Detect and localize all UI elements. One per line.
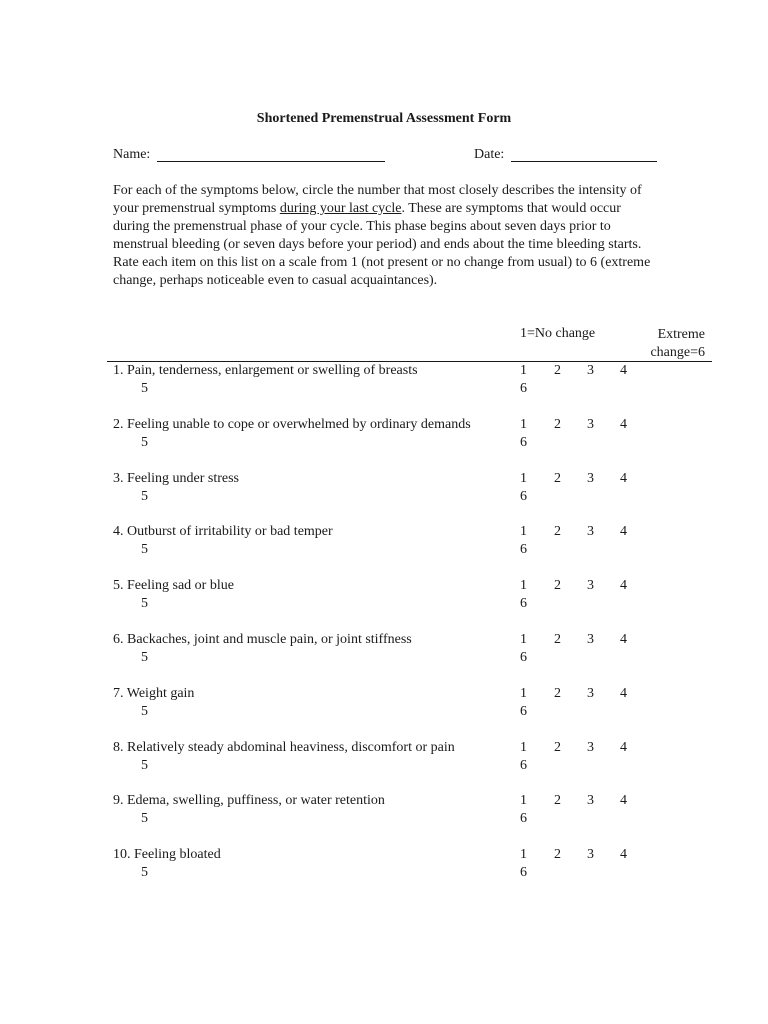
symptom-label: 7. Weight gain bbox=[113, 686, 195, 701]
rating-option-5[interactable]: 5 bbox=[141, 435, 148, 450]
rating-option-6[interactable]: 6 bbox=[520, 811, 527, 826]
rating-option-2[interactable]: 2 bbox=[554, 686, 561, 701]
rating-option-2[interactable]: 2 bbox=[554, 793, 561, 808]
symptom-label: 10. Feeling bloated bbox=[113, 847, 221, 862]
rating-option-3[interactable]: 3 bbox=[587, 417, 594, 432]
rating-option-3[interactable]: 3 bbox=[587, 740, 594, 755]
rating-option-1[interactable]: 1 bbox=[520, 686, 527, 701]
name-field[interactable] bbox=[157, 161, 385, 162]
rating-option-5[interactable]: 5 bbox=[141, 704, 148, 719]
rating-option-6[interactable]: 6 bbox=[520, 704, 527, 719]
rating-option-4[interactable]: 4 bbox=[620, 793, 627, 808]
rating-option-5[interactable]: 5 bbox=[141, 542, 148, 557]
symptom-label: 4. Outburst of irritability or bad temper bbox=[113, 524, 333, 539]
rating-option-2[interactable]: 2 bbox=[554, 740, 561, 755]
rating-option-1[interactable]: 1 bbox=[520, 471, 527, 486]
instructions-underlined: during your last cycle bbox=[279, 201, 402, 216]
instructions-paragraph bbox=[113, 182, 658, 290]
rating-option-6[interactable]: 6 bbox=[520, 489, 527, 504]
rating-option-2[interactable]: 2 bbox=[554, 524, 561, 539]
symptom-label: 3. Feeling under stress bbox=[113, 471, 239, 486]
rating-option-2[interactable]: 2 bbox=[554, 363, 561, 378]
symptom-row bbox=[0, 740, 768, 780]
rating-option-4[interactable]: 4 bbox=[620, 578, 627, 593]
rating-option-4[interactable]: 4 bbox=[620, 847, 627, 862]
rating-option-1[interactable]: 1 bbox=[520, 524, 527, 539]
symptom-label: 2. Feeling unable to cope or overwhelmed by ordinary demands bbox=[113, 417, 471, 432]
rating-option-1[interactable]: 1 bbox=[520, 632, 527, 647]
rating-option-3[interactable]: 3 bbox=[587, 793, 594, 808]
rating-option-6[interactable]: 6 bbox=[520, 758, 527, 773]
symptom-row bbox=[0, 363, 768, 403]
rating-option-2[interactable]: 2 bbox=[554, 632, 561, 647]
symptom-row bbox=[0, 793, 768, 833]
rating-option-1[interactable]: 1 bbox=[520, 363, 527, 378]
rating-option-5[interactable]: 5 bbox=[141, 596, 148, 611]
rating-option-1[interactable]: 1 bbox=[520, 740, 527, 755]
date-label: Date: bbox=[474, 147, 505, 162]
rating-option-6[interactable]: 6 bbox=[520, 865, 527, 880]
rating-option-6[interactable]: 6 bbox=[520, 542, 527, 557]
rating-option-2[interactable]: 2 bbox=[554, 417, 561, 432]
symptom-row bbox=[0, 847, 768, 887]
rating-option-2[interactable]: 2 bbox=[554, 471, 561, 486]
scale-high-line2: change=6 bbox=[650, 345, 705, 360]
symptom-row bbox=[0, 471, 768, 511]
rating-option-4[interactable]: 4 bbox=[620, 524, 627, 539]
rating-option-4[interactable]: 4 bbox=[620, 632, 627, 647]
header-divider bbox=[107, 361, 712, 362]
rating-option-5[interactable]: 5 bbox=[141, 758, 148, 773]
symptom-row bbox=[0, 632, 768, 672]
rating-option-1[interactable]: 1 bbox=[520, 847, 527, 862]
name-label: Name: bbox=[113, 147, 151, 162]
rating-option-1[interactable]: 1 bbox=[520, 578, 527, 593]
symptom-row bbox=[0, 524, 768, 564]
rating-option-3[interactable]: 3 bbox=[587, 632, 594, 647]
rating-option-4[interactable]: 4 bbox=[620, 363, 627, 378]
rating-option-6[interactable]: 6 bbox=[520, 596, 527, 611]
symptom-row bbox=[0, 686, 768, 726]
date-field[interactable] bbox=[511, 161, 657, 162]
rating-option-3[interactable]: 3 bbox=[587, 847, 594, 862]
rating-option-6[interactable]: 6 bbox=[520, 435, 527, 450]
form-title: Shortened Premenstrual Assessment Form bbox=[256, 111, 512, 126]
scale-high-line1: Extreme bbox=[657, 327, 705, 342]
rating-option-3[interactable]: 3 bbox=[587, 524, 594, 539]
instructions-text-2: . These are symptoms that would occur during the premenstrual phase of your cycle. This phase begins about seven days prior to menstrual bleeding (or seven days before your period) and ends about the time bleeding starts. Rate each item on this list on a scale from 1 (not present or no change from usual) to 6 (extreme change, perhaps noticeable even to casual acquaintances). bbox=[113, 201, 651, 288]
symptom-label: 8. Relatively steady abdominal heaviness, discomfort or pain bbox=[113, 740, 455, 755]
rating-option-5[interactable]: 5 bbox=[141, 865, 148, 880]
rating-option-1[interactable]: 1 bbox=[520, 417, 527, 432]
rating-option-6[interactable]: 6 bbox=[520, 381, 527, 396]
instructions-text-1: For each of the symptoms below, circle the number that most closely describes the intensity of your premenstrual symptoms bbox=[113, 183, 642, 216]
rating-option-6[interactable]: 6 bbox=[520, 650, 527, 665]
rating-option-5[interactable]: 5 bbox=[141, 381, 148, 396]
symptom-label: 1. Pain, tenderness, enlargement or swelling of breasts bbox=[113, 363, 418, 378]
rating-option-5[interactable]: 5 bbox=[141, 650, 148, 665]
rating-option-4[interactable]: 4 bbox=[620, 740, 627, 755]
rating-option-2[interactable]: 2 bbox=[554, 578, 561, 593]
rating-option-3[interactable]: 3 bbox=[587, 578, 594, 593]
rating-option-1[interactable]: 1 bbox=[520, 793, 527, 808]
rating-option-4[interactable]: 4 bbox=[620, 417, 627, 432]
rating-option-3[interactable]: 3 bbox=[587, 686, 594, 701]
rating-option-5[interactable]: 5 bbox=[141, 811, 148, 826]
rating-option-5[interactable]: 5 bbox=[141, 489, 148, 504]
rating-option-4[interactable]: 4 bbox=[620, 471, 627, 486]
symptom-label: 6. Backaches, joint and muscle pain, or joint stiffness bbox=[113, 632, 412, 647]
symptom-label: 5. Feeling sad or blue bbox=[113, 578, 234, 593]
scale-low-label: 1=No change bbox=[520, 326, 596, 341]
rating-option-3[interactable]: 3 bbox=[587, 471, 594, 486]
rating-option-2[interactable]: 2 bbox=[554, 847, 561, 862]
rating-option-4[interactable]: 4 bbox=[620, 686, 627, 701]
symptom-row bbox=[0, 417, 768, 457]
symptom-row bbox=[0, 578, 768, 618]
symptom-label: 9. Edema, swelling, puffiness, or water retention bbox=[113, 793, 385, 808]
rating-option-3[interactable]: 3 bbox=[587, 363, 594, 378]
scale-high-label bbox=[630, 326, 705, 362]
